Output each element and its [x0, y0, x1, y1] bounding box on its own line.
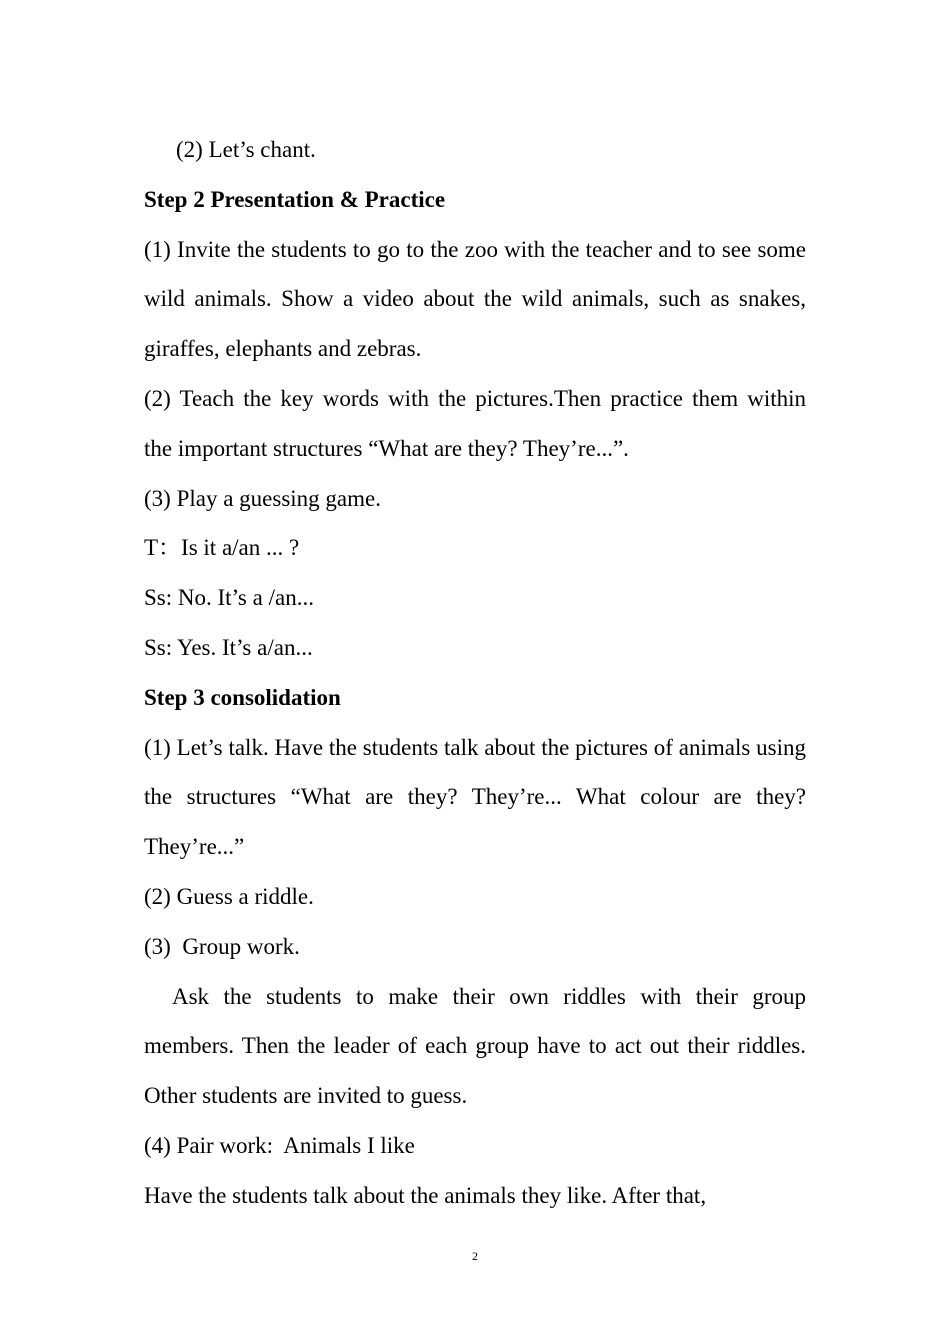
group-work-detail: Ask the students to make their own riddles with their group members. Then the leader of each group have to act out their riddles. Other students are invited to guess.: [144, 983, 806, 1109]
step2-paragraph-2: (2) Teach the key words with the pictures.Then practice them within the important structures “What are they? They’re...”.: [144, 385, 806, 461]
chant-line: (2) Let’s chant.: [176, 137, 316, 162]
step3-paragraph-3: (3) Group work.: [144, 933, 300, 959]
page-number: 2: [472, 1249, 478, 1263]
pair-work-detail: Have the students talk about the animals they like. After that,: [144, 1182, 707, 1208]
step2-heading: Step 2 Presentation & Practice: [144, 186, 446, 212]
step3-paragraph-2: (2) Guess a riddle.: [144, 883, 314, 909]
dialogue-students-yes-line: Ss: Yes. It’s a/an...: [144, 634, 313, 660]
dialogue-students-no-line: Ss: No. It’s a /an...: [144, 585, 314, 611]
step3-heading: Step 3 consolidation: [144, 684, 341, 710]
document-body: [144, 125, 806, 1221]
step2-paragraph-1: (1) Invite the students to go to the zoo with the teacher and to see some wild animals. Show a video about the wild animals, such as snakes, giraffes, elephants and zebras.: [144, 236, 806, 362]
step2-paragraph-3: (3) Play a guessing game.: [144, 485, 381, 511]
dialogue-teacher-line: T：Is it a/an ... ?: [144, 535, 300, 561]
step3-paragraph-1: (1) Let’s talk. Have the students talk about the pictures of animals using the structures “What are they? They’re... What colour are they? They’re...”: [144, 734, 806, 860]
step3-paragraph-4: (4) Pair work: Animals I like: [144, 1132, 415, 1158]
